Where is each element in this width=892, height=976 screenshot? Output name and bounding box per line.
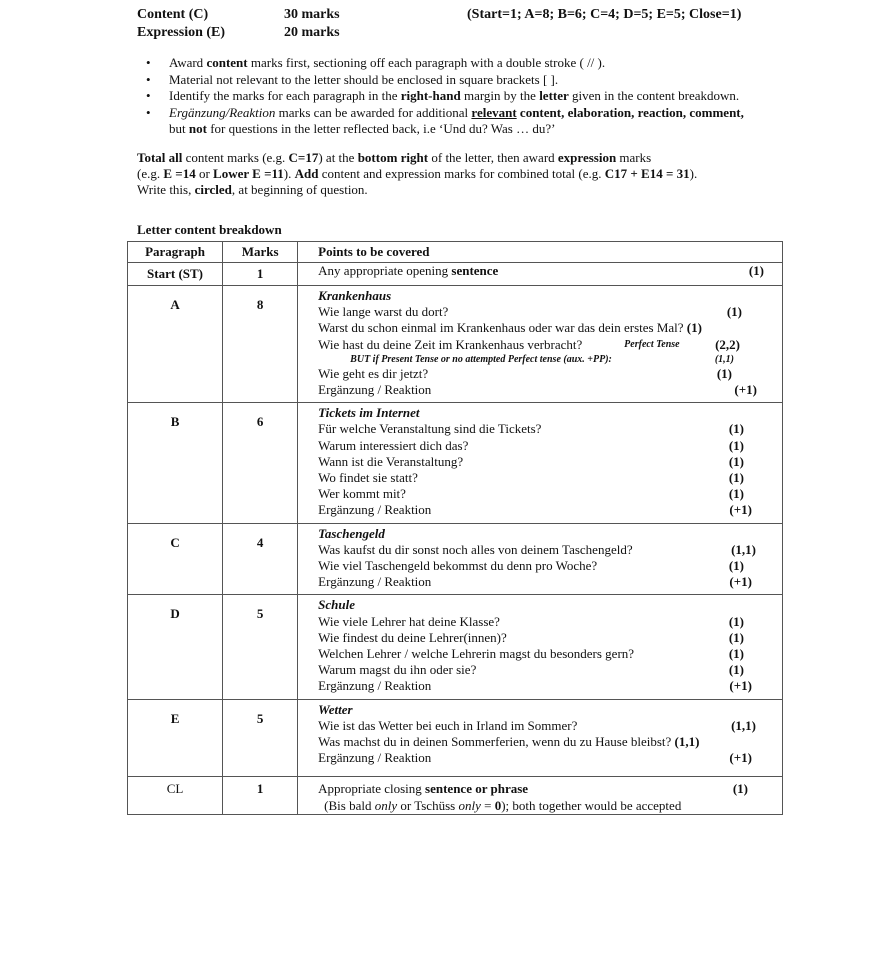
- row-points: Appropriate closing sentence or phrase (1) (Bis bald only or Tschüss only = 0); both together would be accepted: [298, 777, 783, 814]
- instruction-item: • Ergänzung/Reaktion marks can be awarded for additional relevant content, elaboration, reaction, comment, but not for questions in the letter reflected back, i.e ‘Und du? Was … du?’: [146, 104, 744, 136]
- table-row: [128, 403, 783, 523]
- row-points: Any appropriate opening sentence (1): [298, 263, 783, 286]
- row-paragraph: E: [128, 699, 223, 777]
- row-marks: 5: [223, 595, 298, 699]
- row-points: Krankenhaus Wie lange warst du dort? (1) Warst du schon einmal im Krankenhaus oder war das dein erstes Mal? (1) Wie hast du deine Zeit im Krankenhaus verbracht? Perfect Tense (2,2) BUT if Present Tense or no attempted Perfect tense (aux. +PP): (1,1) Wie geht es dir jetzt? (1) Ergänzung / Reaktion (+1): [298, 286, 783, 403]
- table-row: [128, 777, 783, 814]
- table-row: [128, 595, 783, 699]
- row-paragraph: A: [128, 286, 223, 403]
- row-points: Taschengeld Was kaufst du dir sonst noch alles von deinem Taschengeld? (1,1) Wie viel Taschengeld bekommst du denn pro Woche? (1) Ergänzung / Reaktion (+1): [298, 523, 783, 595]
- row-marks: 1: [223, 263, 298, 286]
- content-label: Content (C): [137, 7, 209, 22]
- row-points: Schule Wie viele Lehrer hat deine Klasse? (1) Wie findest du deine Lehrer(innen)? (1) Welchen Lehrer / welche Lehrerin magst du besonders gern? (1) Warum magst du ihn oder sie? (1) Ergänzung / Reaktion (+1): [298, 595, 783, 699]
- table-row: [128, 286, 783, 403]
- instruction-item: • Award content marks first, sectioning off each paragraph with a double stroke ( // ).: [146, 55, 606, 70]
- header-paragraph: Paragraph: [128, 242, 223, 263]
- row-paragraph: CL: [128, 777, 223, 814]
- marking-instructions: [146, 55, 836, 138]
- header-points: Points to be covered: [298, 242, 783, 263]
- table-caption: Letter content breakdown: [137, 222, 282, 237]
- table-header-row: [128, 242, 783, 263]
- row-marks: 8: [223, 286, 298, 403]
- instruction-item: • Identify the marks for each paragraph in the right-hand margin by the letter given in the content breakdown.: [146, 88, 740, 103]
- row-paragraph: Start (ST): [128, 263, 223, 286]
- row-marks: 5: [223, 699, 298, 777]
- table-row: [128, 523, 783, 595]
- row-points: Tickets im Internet Für welche Veranstaltung sind die Tickets? (1) Warum interessiert dich das? (1) Wann ist die Veranstaltung? (1) Wo findet sie statt? (1) Wer kommt mit? (1) Ergänzung / Reaktion (+1): [298, 403, 783, 523]
- letter-content-table: [127, 241, 783, 815]
- content-marks: 30 marks: [284, 7, 340, 22]
- header-marks: Marks: [223, 242, 298, 263]
- expression-label: Expression (E): [137, 25, 226, 40]
- row-paragraph: B: [128, 403, 223, 523]
- row-marks: 1: [223, 777, 298, 814]
- row-paragraph: C: [128, 523, 223, 595]
- row-marks: 6: [223, 403, 298, 523]
- row-marks: 4: [223, 523, 298, 595]
- row-paragraph: D: [128, 595, 223, 699]
- table-row: [128, 263, 783, 286]
- instruction-item: • Material not relevant to the letter should be enclosed in square brackets [ ].: [146, 71, 559, 87]
- marks-header: [137, 7, 837, 43]
- total-instructions: Total all content marks (e.g. C=17) at the bottom right of the letter, then award expression marks (e.g. E =14 or Lower E =11). Add content and expression marks for combined total (e.g. C17 + E14 = 31). Write this, circled, at beginning of question.: [137, 150, 698, 197]
- row-points: Wetter Wie ist das Wetter bei euch in Irland im Sommer? (1,1) Was machst du in deinen Sommerferien, wenn du zu Hause bleibst? (1,1) Ergänzung / Reaktion (+1): [298, 699, 783, 777]
- table-row: [128, 699, 783, 777]
- marks-breakdown: (Start=1; A=8; B=6; C=4; D=5; E=5; Close=1): [467, 7, 742, 22]
- expression-marks: 20 marks: [284, 25, 340, 40]
